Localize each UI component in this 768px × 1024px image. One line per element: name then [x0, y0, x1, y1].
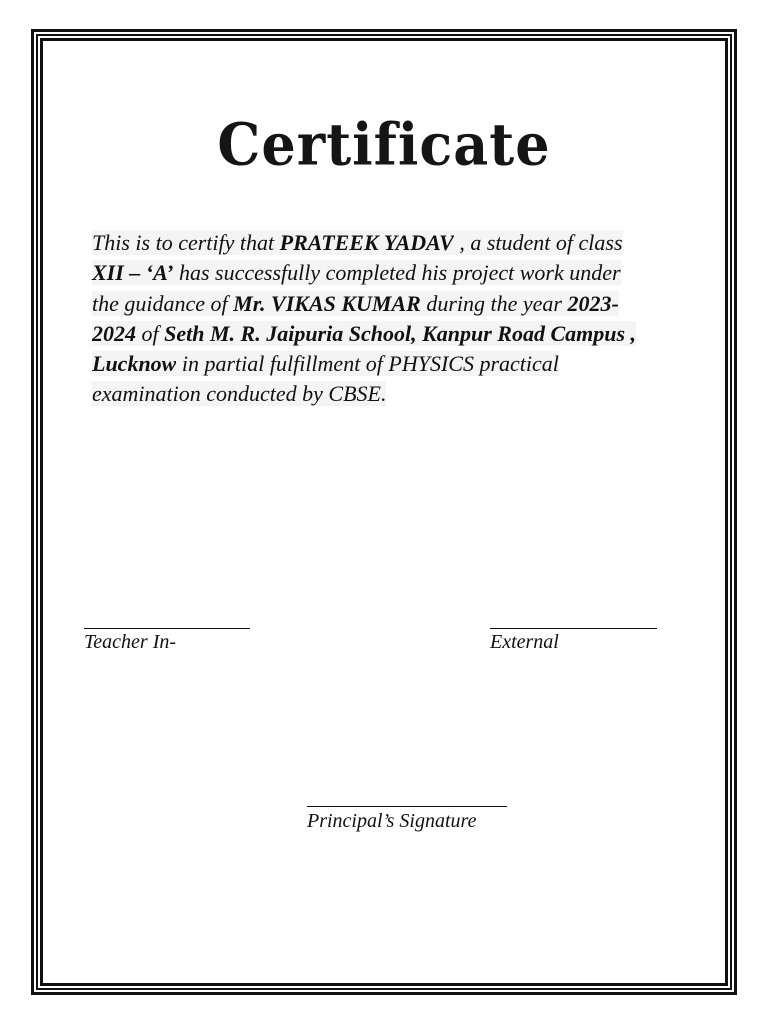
statement-text-6: in partial fulfillment of PHYSICS practical examination conducted by CBSE. [92, 351, 559, 407]
guide-name: Mr. VIKAS KUMAR [233, 290, 421, 316]
principal-signature-label: Principal’s Signature [307, 810, 477, 832]
statement-text-2: , a student of class [453, 230, 623, 255]
statement-text-3: has successfully completed his project work under the guidance of [92, 260, 621, 316]
student-name: PRATEEK YADAV [279, 230, 454, 255]
student-class: XII – ‘A’ [92, 260, 174, 286]
teacher-signature-label: Teacher In- [84, 631, 177, 653]
certificate-border-inner [40, 38, 728, 986]
statement-text-4: during the year [420, 290, 568, 316]
teacher-signature-line [84, 628, 250, 629]
statement-text-1: This is to certify that [92, 230, 280, 255]
external-signature-label: External [490, 631, 559, 653]
certificate-title: Certificate [217, 109, 551, 179]
academic-year: 2023-2024 [92, 290, 619, 346]
certificate-statement [92, 228, 652, 410]
statement-text-5: of [136, 320, 165, 346]
principal-signature-line [307, 806, 507, 807]
school-name: Seth M. R. Jaipuria School, Kanpur Road Campus , Lucknow [92, 320, 637, 377]
external-signature-line [490, 628, 657, 629]
